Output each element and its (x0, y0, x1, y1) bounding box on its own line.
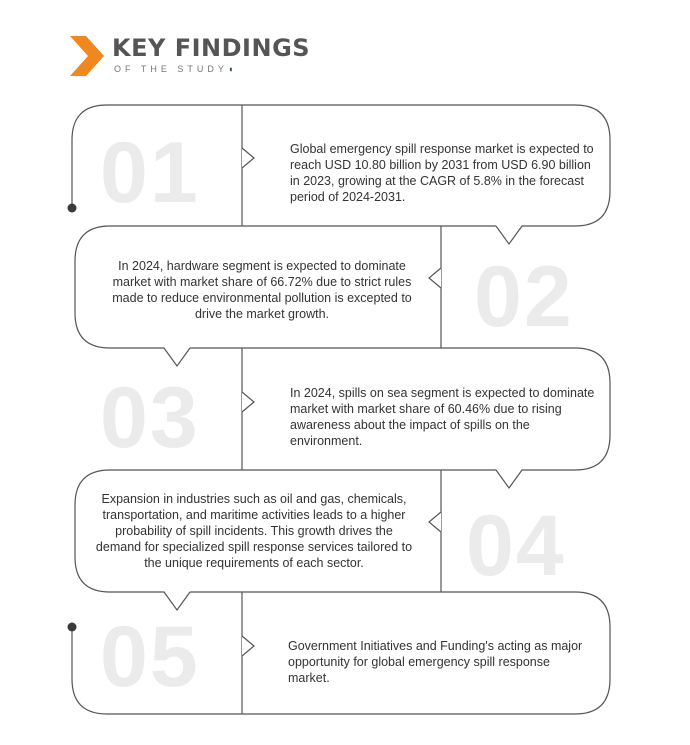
page-subtitle: OF THE STUDY◖ (114, 64, 234, 74)
finding-number-3: 03 (100, 370, 200, 466)
finding-number-4: 04 (466, 498, 566, 594)
finding-text-2: In 2024, hardware segment is expected to dominate market with market share of 66.72% due to strict rules made to reduce environmental pollution is excepted to drive the market growth. (112, 259, 412, 321)
finding-number-5: 05 (100, 609, 200, 705)
finding-text-4: Expansion in industries such as oil and gas, chemicals, transportation, and maritime activities leads to a higher probability of spill incidents. This growth drives the demand for specialized spill response services tailored to the unique requirements of each sector. (95, 492, 413, 570)
finding-text-5: Government Initiatives and Funding's acting as major opportunity for global emergency spill response market. (288, 639, 583, 685)
finding-text-1: Global emergency spill response market is expected to reach USD 10.80 billion by 2031 from USD 6.90 billion in 2023, growing at the CAGR of 5.8% in the forecast period of 2024-2031. (290, 142, 594, 204)
finding-number-2: 02 (474, 249, 574, 345)
finding-number-1: 01 (100, 125, 200, 221)
finding-text-3: In 2024, spills on sea segment is expected to dominate market with market share of 60.46% due to rising awareness about the impact of spills on the environment. (290, 386, 595, 448)
page-title: KEY FINDINGS (112, 34, 311, 62)
